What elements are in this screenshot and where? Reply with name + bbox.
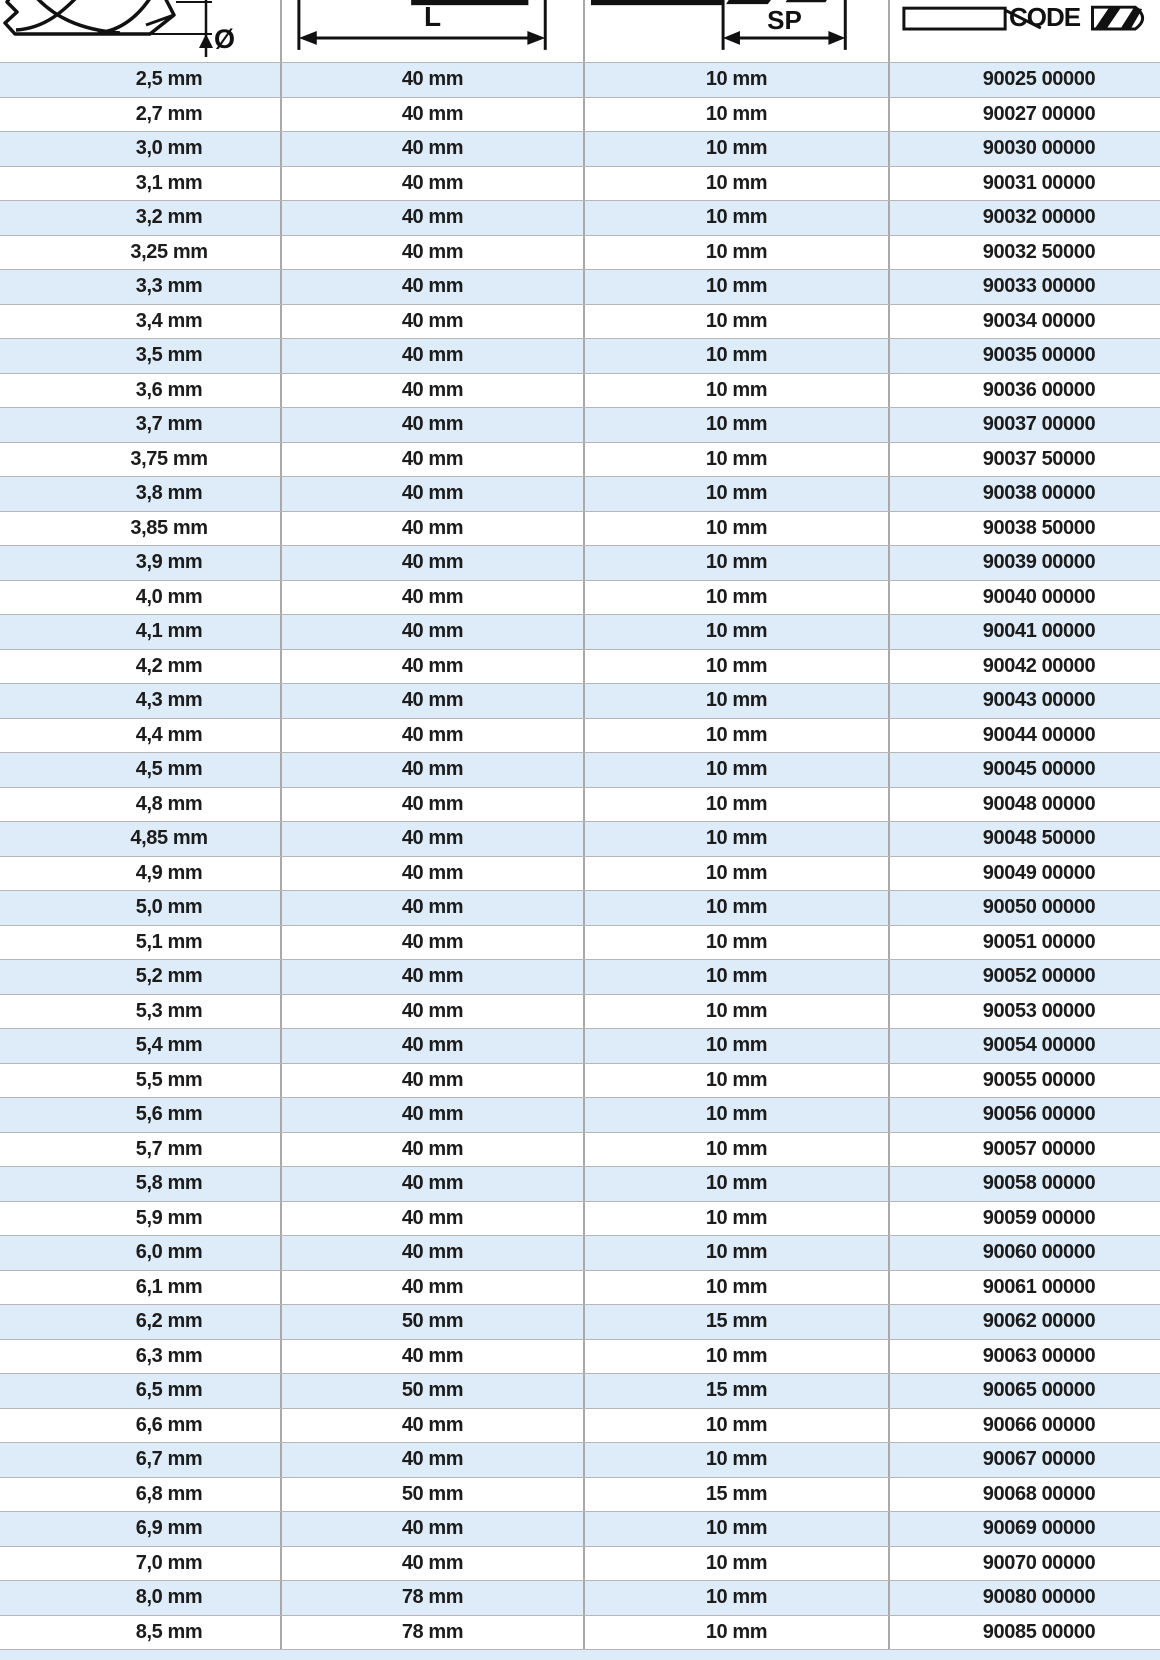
code-cell: 90060 00000 [888, 1236, 1160, 1270]
sp-cell: 10 mm [583, 650, 888, 684]
length-cell: 40 mm [280, 305, 583, 339]
table-row [0, 1442, 1160, 1477]
diameter-cell: 3,1 mm [135, 171, 203, 194]
diameter-cell: 8,5 mm [135, 1620, 203, 1643]
length-cell: 40 mm [280, 98, 583, 132]
code-cell: 90032 00000 [888, 201, 1160, 235]
diameter-cell: 2,7 mm [135, 102, 203, 125]
table-row [0, 1580, 1160, 1615]
sp-cell: 10 mm [583, 615, 888, 649]
sp-cell: 10 mm [583, 891, 888, 925]
code-cell: 90033 00000 [888, 270, 1160, 304]
header-code [888, 0, 1160, 62]
table-body [0, 62, 1160, 1660]
table-row [0, 1166, 1160, 1201]
code-cell: 90051 00000 [888, 926, 1160, 960]
table-row [0, 683, 1160, 718]
length-cell: 40 mm [280, 270, 583, 304]
code-cell: 90052 00000 [888, 960, 1160, 994]
length-cell: 40 mm [280, 995, 583, 1029]
code-cell: 90062 00000 [888, 1305, 1160, 1339]
diameter-cell: 3,0 mm [135, 137, 203, 160]
sp-cell: 10 mm [583, 374, 888, 408]
diameter-cell: 5,3 mm [135, 999, 203, 1022]
code-cell: 90027 00000 [888, 98, 1160, 132]
length-cell: 50 mm [280, 1305, 583, 1339]
table-row [0, 1546, 1160, 1581]
table-row [0, 200, 1160, 235]
table-row [0, 1235, 1160, 1270]
code-cell: 90050 00000 [888, 891, 1160, 925]
length-cell: 40 mm [280, 719, 583, 753]
code-cell: 90036 00000 [888, 374, 1160, 408]
code-cell: 90055 00000 [888, 1064, 1160, 1098]
table-row [0, 373, 1160, 408]
length-cell: 40 mm [280, 1236, 583, 1270]
diameter-cell: 3,8 mm [135, 482, 203, 505]
table-header [0, 0, 1160, 62]
code-cell: 90066 00000 [888, 1409, 1160, 1443]
table-row [0, 97, 1160, 132]
sp-cell: 10 mm [583, 1271, 888, 1305]
table-row [0, 1028, 1160, 1063]
sp-cell: 15 mm [583, 1374, 888, 1408]
diameter-cell: 4,85 mm [130, 827, 208, 850]
sp-cell: 10 mm [583, 305, 888, 339]
length-cell: 50 mm [280, 1374, 583, 1408]
code-cell: 90048 50000 [888, 822, 1160, 856]
diameter-cell: 4,9 mm [135, 861, 203, 884]
length-cell: 40 mm [280, 408, 583, 442]
sp-cell: 10 mm [583, 443, 888, 477]
length-cell: 40 mm [280, 1271, 583, 1305]
table-row [0, 718, 1160, 753]
length-cell: 40 mm [280, 926, 583, 960]
sp-cell: 10 mm [583, 1512, 888, 1546]
code-cell: 90040 00000 [888, 581, 1160, 615]
sp-cell: 10 mm [583, 1581, 888, 1615]
diameter-cell: 6,1 mm [135, 1275, 203, 1298]
code-cell: 90034 00000 [888, 305, 1160, 339]
sp-cell: 10 mm [583, 581, 888, 615]
diameter-cell: 4,8 mm [135, 792, 203, 815]
length-cell: 40 mm [280, 753, 583, 787]
diameter-cell: 3,2 mm [135, 206, 203, 229]
code-cell: 90053 00000 [888, 995, 1160, 1029]
sp-cell: 10 mm [583, 236, 888, 270]
diameter-cell: 5,6 mm [135, 1103, 203, 1126]
table-row [0, 1304, 1160, 1339]
table-row [0, 994, 1160, 1029]
diameter-cell: 3,25 mm [130, 240, 208, 263]
length-cell: 40 mm [280, 236, 583, 270]
diameter-cell: 4,3 mm [135, 689, 203, 712]
diameter-cell: 5,1 mm [135, 930, 203, 953]
sp-cell: 10 mm [583, 995, 888, 1029]
code-cell: 90061 00000 [888, 1271, 1160, 1305]
diameter-cell: 2,5 mm [135, 68, 203, 91]
length-cell: 40 mm [280, 201, 583, 235]
code-cell: 90048 00000 [888, 788, 1160, 822]
sp-cell: 10 mm [583, 98, 888, 132]
diameter-cell: 3,5 mm [135, 344, 203, 367]
diameter-cell: 3,3 mm [135, 275, 203, 298]
table-row [0, 890, 1160, 925]
sp-cell: 10 mm [583, 1443, 888, 1477]
sp-cell: 15 mm [583, 1305, 888, 1339]
diameter-cell: 5,5 mm [135, 1068, 203, 1091]
table-row [0, 166, 1160, 201]
table-row [0, 1132, 1160, 1167]
length-cell: 78 mm [280, 1581, 583, 1615]
length-cell: 40 mm [280, 788, 583, 822]
header-diameter [0, 0, 280, 62]
sp-cell: 10 mm [583, 546, 888, 580]
sp-cell: 10 mm [583, 1029, 888, 1063]
code-cell: 90037 00000 [888, 408, 1160, 442]
length-cell: 40 mm [280, 477, 583, 511]
diameter-cell: 5,2 mm [135, 965, 203, 988]
table-row [0, 1615, 1160, 1650]
table-row [0, 1408, 1160, 1443]
sp-cell: 10 mm [583, 1340, 888, 1374]
diameter-cell: 3,6 mm [135, 378, 203, 401]
length-cell: 40 mm [280, 650, 583, 684]
code-cell: 90038 50000 [888, 512, 1160, 546]
sp-cell: 10 mm [583, 201, 888, 235]
length-cell: 40 mm [280, 684, 583, 718]
diameter-cell: 6,3 mm [135, 1344, 203, 1367]
sp-cell: 10 mm [583, 753, 888, 787]
diameter-cell: 3,7 mm [135, 413, 203, 436]
table-row [0, 1477, 1160, 1512]
diameter-cell: 3,75 mm [130, 447, 208, 470]
table-row [0, 1063, 1160, 1098]
length-cell: 40 mm [280, 891, 583, 925]
length-cell: 40 mm [280, 167, 583, 201]
length-cell: 40 mm [280, 512, 583, 546]
table-row [0, 476, 1160, 511]
length-cell: 40 mm [280, 1167, 583, 1201]
diameter-cell: 5,8 mm [135, 1172, 203, 1195]
length-label: L [423, 1, 442, 32]
length-cell: 40 mm [280, 960, 583, 994]
table-row [0, 752, 1160, 787]
code-cell: 90025 00000 [888, 63, 1160, 97]
code-cell: 90044 00000 [888, 719, 1160, 753]
code-cell: 90045 00000 [888, 753, 1160, 787]
table-row [0, 269, 1160, 304]
table-row [0, 821, 1160, 856]
length-cell: 40 mm [280, 1064, 583, 1098]
sp-cell: 10 mm [583, 1616, 888, 1650]
diameter-cell: 6,0 mm [135, 1241, 203, 1264]
sp-cell: 10 mm [583, 719, 888, 753]
length-cell: 40 mm [280, 443, 583, 477]
code-cell: 90059 00000 [888, 1202, 1160, 1236]
table-row [0, 545, 1160, 580]
sp-cell: 10 mm [583, 926, 888, 960]
diameter-cell: 3,9 mm [135, 551, 203, 574]
table-row [0, 235, 1160, 270]
length-cell: 40 mm [280, 1547, 583, 1581]
length-cell: 40 mm [280, 1098, 583, 1132]
length-cell: 40 mm [280, 63, 583, 97]
code-cell: 90049 00000 [888, 857, 1160, 891]
table-row [0, 1097, 1160, 1132]
sp-cell: 10 mm [583, 822, 888, 856]
sp-cell: 10 mm [583, 408, 888, 442]
sp-cell: 10 mm [583, 1133, 888, 1167]
table-row [0, 1201, 1160, 1236]
diameter-cell: 5,9 mm [135, 1206, 203, 1229]
code-cell: 90068 00000 [888, 1478, 1160, 1512]
length-cell: 40 mm [280, 1133, 583, 1167]
code-label: CODE [1009, 2, 1081, 32]
table-row [0, 62, 1160, 97]
code-cell: 90070 00000 [888, 1547, 1160, 1581]
sp-cell: 10 mm [583, 167, 888, 201]
code-cell: 90032 50000 [888, 236, 1160, 270]
sp-cell: 10 mm [583, 270, 888, 304]
sp-cell: 10 mm [583, 960, 888, 994]
sp-cell: 10 mm [583, 788, 888, 822]
table-row [0, 959, 1160, 994]
diameter-cell: 4,0 mm [135, 585, 203, 608]
length-cell: 40 mm [280, 822, 583, 856]
diameter-cell: 4,4 mm [135, 723, 203, 746]
diameter-cell: 7,0 mm [135, 1551, 203, 1574]
table-row [0, 649, 1160, 684]
sp-cell: 10 mm [583, 1098, 888, 1132]
header-length [280, 0, 583, 62]
table-row [0, 580, 1160, 615]
code-cell: 90030 00000 [888, 132, 1160, 166]
table-row [0, 131, 1160, 166]
table-row [0, 787, 1160, 822]
diameter-cell: 3,4 mm [135, 309, 203, 332]
table-row [0, 442, 1160, 477]
diameter-cell: 5,7 mm [135, 1137, 203, 1160]
code-cell: 90057 00000 [888, 1133, 1160, 1167]
sp-label: SP [767, 5, 802, 35]
table-row [0, 1339, 1160, 1374]
code-cell: 90054 00000 [888, 1029, 1160, 1063]
code-cell: 90043 00000 [888, 684, 1160, 718]
diameter-cell: 4,2 mm [135, 654, 203, 677]
length-cell: 40 mm [280, 581, 583, 615]
table-row [0, 407, 1160, 442]
diameter-symbol: Ø [214, 24, 236, 54]
diameter-cell: 6,7 mm [135, 1448, 203, 1471]
code-cell: 90035 00000 [888, 339, 1160, 373]
code-cell: 90080 00000 [888, 1581, 1160, 1615]
sp-cell: 10 mm [583, 1236, 888, 1270]
code-cell: 90041 00000 [888, 615, 1160, 649]
sp-cell: 10 mm [583, 684, 888, 718]
code-cell: 90065 00000 [888, 1374, 1160, 1408]
diameter-cell: 5,4 mm [135, 1034, 203, 1057]
sp-cell: 10 mm [583, 1409, 888, 1443]
length-cell: 40 mm [280, 1409, 583, 1443]
header-sp [583, 0, 888, 62]
table-row [0, 511, 1160, 546]
sp-cell: 10 mm [583, 1064, 888, 1098]
code-cell: 90063 00000 [888, 1340, 1160, 1374]
length-cell: 40 mm [280, 132, 583, 166]
table-row [0, 1270, 1160, 1305]
diameter-cell: 4,5 mm [135, 758, 203, 781]
length-cell: 40 mm [280, 1202, 583, 1236]
table-row [0, 614, 1160, 649]
length-cell: 40 mm [280, 1340, 583, 1374]
code-cell: 90058 00000 [888, 1167, 1160, 1201]
table-row [0, 856, 1160, 891]
length-cell: 40 mm [280, 1443, 583, 1477]
table-row [0, 338, 1160, 373]
sp-cell: 10 mm [583, 339, 888, 373]
length-cell: 40 mm [280, 857, 583, 891]
sp-cell: 10 mm [583, 857, 888, 891]
length-cell: 40 mm [280, 339, 583, 373]
length-cell: 40 mm [280, 615, 583, 649]
code-cell: 90031 00000 [888, 167, 1160, 201]
table-row [0, 925, 1160, 960]
sp-cell: 10 mm [583, 512, 888, 546]
code-cell: 90038 00000 [888, 477, 1160, 511]
table-row [0, 304, 1160, 339]
code-cell: 90037 50000 [888, 443, 1160, 477]
table-row [0, 1373, 1160, 1408]
code-cell: 90039 00000 [888, 546, 1160, 580]
diameter-cell: 4,1 mm [135, 620, 203, 643]
sp-cell: 10 mm [583, 132, 888, 166]
diameter-cell: 6,2 mm [135, 1310, 203, 1333]
sp-cell: 10 mm [583, 1167, 888, 1201]
code-cell: 90042 00000 [888, 650, 1160, 684]
diameter-cell: 5,0 mm [135, 896, 203, 919]
length-cell: 78 mm [280, 1616, 583, 1650]
length-cell: 40 mm [280, 1512, 583, 1546]
length-cell: 40 mm [280, 374, 583, 408]
table-row [0, 1511, 1160, 1546]
code-cell: 90067 00000 [888, 1443, 1160, 1477]
length-cell: 40 mm [280, 546, 583, 580]
code-cell: 90085 00000 [888, 1616, 1160, 1650]
diameter-cell: 8,0 mm [135, 1586, 203, 1609]
sp-cell: 10 mm [583, 63, 888, 97]
sp-cell: 10 mm [583, 1202, 888, 1236]
diameter-cell: 6,8 mm [135, 1482, 203, 1505]
code-cell: 90056 00000 [888, 1098, 1160, 1132]
diameter-cell: 6,9 mm [135, 1517, 203, 1540]
drill-diameter-icon [0, 0, 280, 62]
length-cell: 50 mm [280, 1478, 583, 1512]
diameter-cell: 6,5 mm [135, 1379, 203, 1402]
diameter-cell: 3,85 mm [130, 516, 208, 539]
sp-cell: 10 mm [583, 477, 888, 511]
diameter-cell: 6,6 mm [135, 1413, 203, 1436]
length-cell: 40 mm [280, 1029, 583, 1063]
code-cell: 90069 00000 [888, 1512, 1160, 1546]
sp-cell: 15 mm [583, 1478, 888, 1512]
sp-cell: 10 mm [583, 1547, 888, 1581]
